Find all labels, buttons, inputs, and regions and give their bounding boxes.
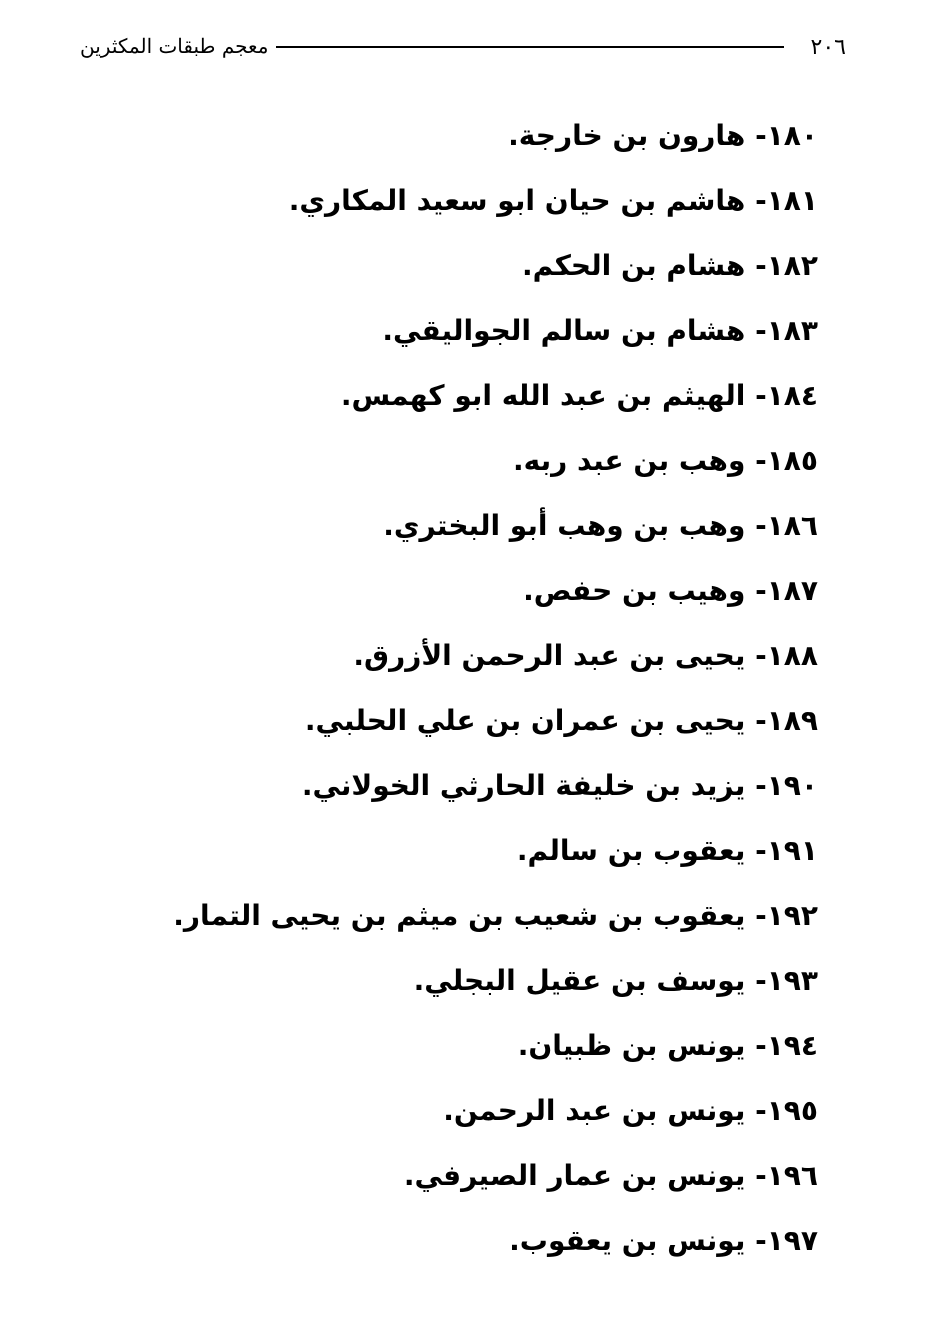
list-item: ١٩٥- يونس بن عبد الرحمن. xyxy=(443,1094,818,1127)
book-title: معجم طبقات المكثرين xyxy=(80,34,269,58)
list-item: ١٨٥- وهب بن عبد ربه. xyxy=(512,444,818,477)
list-item: ١٨٦- وهب بن وهب أبو البختري. xyxy=(383,509,818,542)
list-item: ١٨٢- هشام بن الحكم. xyxy=(522,249,818,282)
list-item: ١٨٣- هشام بن سالم الجواليقي. xyxy=(382,314,818,347)
list-item: ١٨٨- يحيى بن عبد الرحمن الأزرق. xyxy=(353,639,818,672)
list-item: ١٨١- هاشم بن حيان ابو سعيد المكاري. xyxy=(288,184,818,217)
list-item: ١٩٤- يونس بن ظبيان. xyxy=(517,1029,818,1062)
list-item: ١٩١- يعقوب بن سالم. xyxy=(516,834,818,867)
page-header xyxy=(80,30,846,70)
list-item: ١٩٦- يونس بن عمار الصيرفي. xyxy=(403,1159,818,1192)
list-item: ١٩٢- يعقوب بن شعيب بن ميثم بن يحيى التمار. xyxy=(173,899,818,932)
list-item: ١٩٧- يونس بن يعقوب. xyxy=(509,1224,818,1257)
page-number: ٢٠٦ xyxy=(810,35,846,60)
list-item: ١٩٠- يزيد بن خليفة الحارثي الخولاني. xyxy=(301,769,818,802)
list-item: ١٨٤- الهيثم بن عبد الله ابو كهمس. xyxy=(340,379,818,412)
list-item: ١٩٣- يوسف بن عقيل البجلي. xyxy=(413,964,818,997)
list-item: ١٨٧- وهيب بن حفص. xyxy=(523,574,818,607)
list-item: ١٨٩- يحيى بن عمران بن علي الحلبي. xyxy=(304,704,818,737)
narrator-list xyxy=(173,110,818,1280)
list-item: ١٨٠- هارون بن خارجة. xyxy=(508,119,818,152)
header-rule xyxy=(276,46,784,48)
